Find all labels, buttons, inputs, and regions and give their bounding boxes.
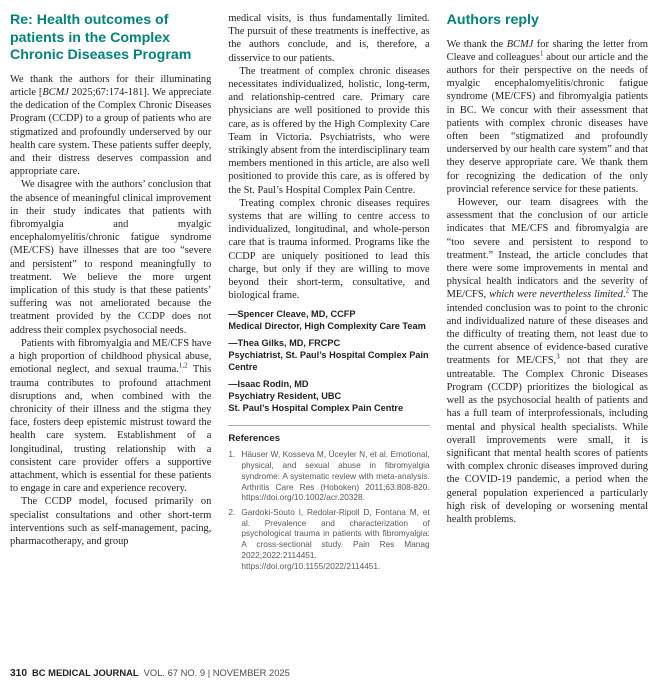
signature-block <box>228 308 429 332</box>
reference-number: 2. <box>228 506 236 517</box>
references-heading: References <box>228 433 281 445</box>
content-columns <box>10 12 648 667</box>
reply-title: Authors reply <box>446 12 539 28</box>
journal-abbrev-italic: BCMJ <box>506 38 534 50</box>
paragraph-text: . <box>622 289 626 301</box>
reference-item <box>228 507 429 571</box>
letter-paragraph-2: We disagree with the authors’ conclusion that the absence of meaningful clinical improvement in their study indicates that patients with fibromyalgia and myalgic encephalomyelitis/chronic fatigue syndrome (ME/CFS) have illnesses that are too “severe and persistent” to respond meaningfully to treatment. We believe the more urgent implication of this study is that these patients’ suffering was not ameliorated because the treatment provided by the CCDP does not address their complex psychosocial needs. <box>10 179 212 336</box>
signature-name: —Isaac Rodin, MD <box>228 379 309 390</box>
reference-text: Gardoki-Souto I, Redolar-Ripoll D, Fontana M, et al. Prevalence and characterization of psychological trauma in patients with fibromyalgia: A cross-sectional study. Pain Res Manag 2022;2022:2114451. https://doi.org/10.1155/2022/2114451. <box>241 506 430 571</box>
paragraph-text: This trauma contributes to profound attachment disruptions and, when combined with the chronicity of their illness and the stigma they face, fosters deep epistemic mistrust toward the health care system. Establishment of a longitudinal, trusting relationship with a consistent care provider offers a supportive attachment, which is essential for these patients to engage in care and experience recovery. <box>10 364 212 495</box>
journal-name: BC MEDICAL JOURNAL <box>32 667 139 678</box>
reply-paragraph-1 <box>447 38 648 196</box>
signature-role: St. Paul’s Hospital Complex Pain Centre <box>228 403 404 414</box>
signature-role: Psychiatrist, St. Paul’s Hospital Complex Pain Centre <box>228 350 429 373</box>
reference-text: Häuser W, Kosseva M, Üceyler N, et al. Emotional, physical, and sexual abuse in fibromyalgia syndrome: A systematic review with meta-analysis. Arthritis Care Res (Hoboken) 2011;63:808-820. https://doi.org/10.1002/acr.20328. <box>241 449 430 503</box>
page-footer <box>10 667 648 699</box>
letter-paragraph-5: medical visits, is thus fundamentally limited. The pursuit of these treatments is ineffective, as the authors conclude, and is, therefore, a disservice to our patients. <box>228 13 430 64</box>
paragraph-text: However, our team disagrees with the assessment that the conclusion of our article indicates that ME/CFS and fibromyalgia are “too severe and persistent to respond to treatment.” Instead, the article concludes that there were some improvements in mental and physical health indicators and the severity of ME/CFS, <box>446 197 648 301</box>
paragraph-text: The intended conclusion was to point to the chronic and individualized nature of these diseases and the difficulty of treating them, not least due to the current absence of evidence-based curative treatments for ME/CFS, <box>446 289 648 367</box>
paragraph-text: 2025;67:174-181]. We appreciate the dedication of the Complex Chronic Diseases Program (CCDP) to a group of patients who are stigmatized and profoundly underserved by our health care system. These patients suffer deeply, and their distress deserves compassion and appropriate care. <box>10 87 212 178</box>
reply-paragraph-2 <box>447 196 648 526</box>
signature-name: —Spencer Cleave, MD, CCFP <box>228 309 356 320</box>
italic-phrase: which were nevertheless limited <box>489 289 623 301</box>
paragraph-text: We thank the <box>446 38 507 50</box>
signature-block <box>228 378 429 414</box>
paragraph-text: for sharing the letter from Cleave and colleagues <box>446 38 648 63</box>
paragraph-text: about our article and the authors for their perspective on the needs of myalgic encephalomyelitis/chronic fatigue syndrome (ME/CFS) and fibromyalgia patients in BC. We concur with their assessment that patients with complex chronic diseases have often been “stigmatized and profoundly underserved by our health care system” and that they deserve appropriate care. We thank them for recognizing the dedication of the only provincial reference service for these patients. <box>446 51 648 195</box>
signature-block <box>228 337 429 373</box>
references-list <box>228 449 429 571</box>
reply-column <box>447 12 648 667</box>
signatures-section <box>228 308 429 414</box>
journal-abbrev-italic: BCMJ <box>42 87 69 99</box>
issue-info: VOL. 67 NO. 9 | NOVEMBER 2025 <box>143 667 290 678</box>
signature-name: —Thea Gilks, MD, FRCPC <box>228 338 341 349</box>
reference-item <box>228 449 429 503</box>
letter-paragraph-7: Treating complex chronic diseases requires systems that are willing to centre access to individualized, longitudinal, and whole-person care that is trauma informed. Programs like the CCDP are uniquely positioned to lead this charge, but only if they are willing to move beyond their short-term, consultative, and biological frame. <box>228 197 430 302</box>
letter-paragraph-1 <box>10 73 211 179</box>
paragraph-text: not that they are untreatable. The Complex Chronic Diseases Program (CCDP) prioritizes the biological as well as the psychosocial health of patients and has a full team of interprofessionals, including mental and physical health specialists. While overall improvements were small, it is significant that mental health scores of patients with complex chronic diseases improved during the COVID-19 pandemic, a period when the general population experienced a particularly high risk of developing or worsening mental health problems. <box>446 355 648 525</box>
references-divider <box>228 425 429 426</box>
signature-role: Psychiatry Resident, UBC <box>228 391 342 402</box>
citation-superscript: 2 <box>625 287 630 295</box>
paragraph-text: We thank the authors for their illuminating article [ <box>10 73 212 99</box>
letter-column <box>10 12 211 667</box>
citation-superscript: 3 <box>556 353 560 362</box>
letter-title: Re: Health outcomes of patients in the Complex Chronic Diseases Program <box>10 12 192 64</box>
page-number: 310 <box>10 668 27 679</box>
letter-paragraph-6: The treatment of complex chronic diseases necessitates individualized, holistic, long-term, and relationship-centred care. Primary care physicians are well positioned to provide this care, as is offered by the High Complexity Care Team in Victoria. Psychiatrists, who were strikingly absent from the interdisciplinary team members mentioned in this article, are also well positioned to provide this care, as is offered by the St. Paul’s Hospital Complex Pain Centre. <box>228 65 430 196</box>
citation-superscript: 1 <box>539 49 544 58</box>
letter-paragraph-3 <box>10 337 211 495</box>
paragraph-text: Patients with fibromyalgia and ME/CFS have a high proportion of childhood physical abuse, emotional neglect, and sexual trauma. <box>10 337 212 376</box>
citation-superscript: 1,2 <box>178 361 188 370</box>
middle-column <box>228 12 429 667</box>
signature-role: Medical Director, High Complexity Care Team <box>228 321 426 332</box>
letter-paragraph-4: The CCDP model, focused primarily on specialist consultations and other short-term interventions such as self-management, pacing, pharmacotherapy, and group <box>10 496 212 547</box>
reference-number: 1. <box>228 449 236 460</box>
